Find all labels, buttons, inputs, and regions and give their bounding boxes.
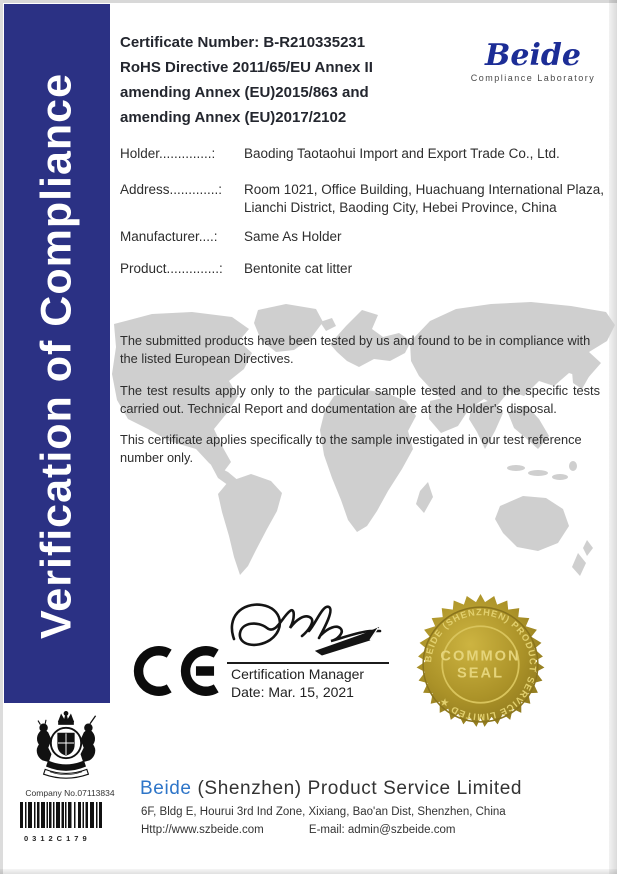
company-number: Company No.07113834 bbox=[25, 788, 115, 798]
footer-company-blue: Beide bbox=[140, 778, 192, 799]
page-edge-top bbox=[0, 0, 617, 3]
manufacturer-row bbox=[120, 228, 604, 246]
directive-line-3: amending Annex (EU)2017/2102 bbox=[120, 109, 347, 126]
common-seal-image bbox=[408, 592, 553, 737]
logo-wordmark: Beide bbox=[485, 38, 581, 73]
barcode-image bbox=[20, 802, 104, 828]
holder-label: Holder..............: bbox=[120, 146, 216, 161]
product-label: Product..............: bbox=[120, 261, 223, 276]
footer-email: E-mail: admin@szbeide.com bbox=[308, 824, 456, 836]
holder-row bbox=[120, 145, 604, 163]
beide-logo bbox=[466, 40, 600, 83]
barcode-text: 0312C179 bbox=[24, 834, 91, 843]
certification-manager-label: Certification Manager bbox=[231, 666, 365, 682]
statement-1: The submitted products have been tested by us and found to be in compliance with the listed European Directives. bbox=[120, 333, 591, 366]
address-value: Room 1021, Office Building, Huachuang International Plaza, Lianchi District, Baoding City, Hebei Province, China bbox=[244, 182, 604, 215]
product-value: Bentonite cat litter bbox=[244, 261, 353, 276]
barcode-block bbox=[20, 802, 110, 843]
seal-ring-text: BEIDE (SHENZHEN) PRODUCT SERVICE LIMITED ★ bbox=[423, 607, 538, 722]
product-row bbox=[120, 260, 604, 278]
ce-mark-icon bbox=[128, 637, 222, 705]
royal-crest-image bbox=[26, 710, 106, 784]
signature-line bbox=[227, 662, 389, 664]
directive-line-2: amending Annex (EU)2015/863 and bbox=[120, 84, 369, 101]
page-edge-left bbox=[0, 0, 3, 874]
manufacturer-value: Same As Holder bbox=[244, 229, 342, 244]
title-band bbox=[4, 4, 110, 703]
statement-2: The test results apply only to the particular sample tested and to the specific tests carried out. Technical Report and documentation are at the Holder's disposal. bbox=[120, 383, 600, 416]
manufacturer-label: Manufacturer....: bbox=[120, 229, 218, 244]
address-row bbox=[120, 181, 604, 217]
footer-company-name bbox=[140, 778, 522, 800]
certification-date: Date: Mar. 15, 2021 bbox=[231, 684, 354, 700]
certificate-header bbox=[120, 30, 480, 130]
holder-value: Baoding Taotaohui Import and Export Trade Co., Ltd. bbox=[244, 146, 560, 161]
footer-links bbox=[141, 824, 455, 836]
statement-3: This certificate applies specifically to the sample investigated in our test reference number only. bbox=[120, 432, 582, 465]
logo-tagline: Compliance Laboratory bbox=[470, 73, 596, 83]
page-title: Verification of Compliance bbox=[32, 73, 81, 639]
certificate-number-line: Certificate Number: B-R210335231 bbox=[120, 34, 366, 51]
address-label: Address.............: bbox=[120, 182, 223, 197]
seal-center-line2: SEAL bbox=[457, 665, 504, 682]
page-edge-bottom bbox=[0, 869, 617, 874]
footer-website: Http://www.szbeide.com bbox=[141, 824, 264, 836]
footer-address: 6F, Bldg E, Hourui 3rd Ind Zone, Xixiang, Bao'an Dist, Shenzhen, China bbox=[141, 806, 506, 818]
seal-center-line1: COMMON bbox=[440, 648, 521, 665]
footer-company-rest: (Shenzhen) Product Service Limited bbox=[191, 778, 523, 799]
directive-line-1: RoHS Directive 2011/65/EU Annex II bbox=[120, 59, 373, 76]
signature-image bbox=[224, 597, 392, 661]
